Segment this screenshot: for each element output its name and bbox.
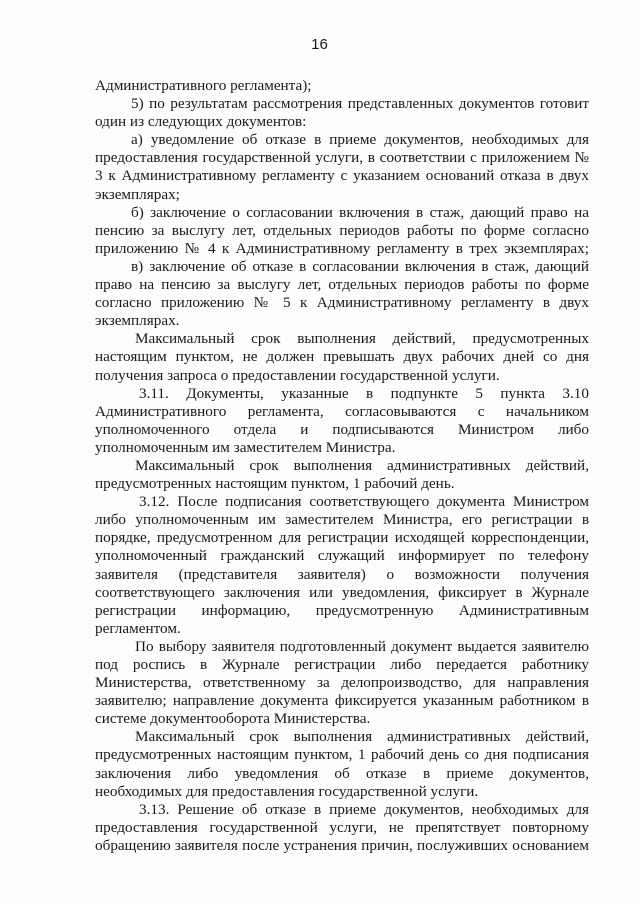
text-line: предоставления государственной услуги, не препятствует повторному bbox=[95, 818, 589, 836]
text-line: под роспись в Журнале регистрации либо передается работнику bbox=[95, 656, 589, 673]
text-line: обращению заявителя после устранения причин, послуживших основанием bbox=[95, 836, 589, 854]
text-line: Административного регламента, согласовываются с начальником bbox=[95, 402, 589, 420]
text-line: приложению № 4 к Административному регламенту в трех экземплярах; bbox=[95, 239, 589, 257]
text-line: предоставления государственной услуги, в соответствии с приложением № bbox=[95, 149, 589, 167]
text-line: заключения либо уведомления об отказе в приеме документов, bbox=[95, 764, 589, 782]
text-line: предусмотренных настоящим пунктом, 1 рабочий день. bbox=[95, 475, 455, 493]
page-number: 16 bbox=[311, 36, 328, 53]
text-line: 5) по результатам рассмотрения представленных документов готовит bbox=[131, 95, 589, 113]
text-line: экземплярах; bbox=[95, 185, 180, 203]
text-line: Максимальный срок выполнения действий, предусмотренных bbox=[135, 330, 589, 348]
text-line: Максимальный срок выполнения административных действий, bbox=[135, 728, 589, 746]
text-line: Министерства, ответственному за делопроизводство, для направления bbox=[95, 674, 589, 692]
text-line: а) уведомление об отказе в приеме документов, необходимых для bbox=[131, 131, 589, 149]
text-line: 3.12. После подписания соответствующего документа Министром bbox=[139, 493, 589, 511]
text-line: уполномоченный гражданский служащий информирует по телефону bbox=[95, 547, 589, 565]
text-line: согласно приложению № 5 к Административному регламенту в двух bbox=[95, 294, 589, 312]
text-line: один из следующих документов: bbox=[95, 113, 307, 131]
text-line: право на пенсию за выслугу лет, отдельных периодов работы по форме bbox=[95, 276, 589, 294]
text-line: По выбору заявителя подготовленный документ выдается заявителю bbox=[135, 637, 589, 655]
text-line: в) заключение об отказе в согласовании включения в стаж, дающий bbox=[131, 257, 589, 275]
text-line: Максимальный срок выполнения административных действий, bbox=[135, 456, 589, 474]
text-line: 3.11. Документы, указанные в подпункте 5 пункта 3.10 bbox=[139, 384, 589, 402]
document-body bbox=[95, 77, 589, 855]
text-line: 3 к Административному регламенту с указанием оснований отказа в двух bbox=[95, 167, 589, 185]
text-line: уполномоченного отдела и подписываются Министром либо bbox=[95, 420, 589, 438]
text-line: регламентом. bbox=[95, 619, 181, 637]
text-line: либо уполномоченным им заместителем Министра, его регистрации в bbox=[95, 511, 589, 529]
text-line: заявителю; направление документа фиксируется указанным работником в bbox=[95, 692, 589, 710]
text-line: пенсию за выслугу лет, отдельных периодов работы по форме согласно bbox=[95, 221, 589, 239]
text-line: 3.13. Решение об отказе в приеме документов, необходимых для bbox=[139, 800, 589, 818]
text-line: системе документооборота Министерства. bbox=[95, 710, 371, 728]
text-line: настоящим пунктом, не должен превышать двух рабочих дней со дня bbox=[95, 348, 589, 366]
text-line: уполномоченным им заместителем Министра. bbox=[95, 438, 396, 456]
text-line: предусмотренных настоящим пунктом, 1 рабочий день со дня подписания bbox=[95, 746, 589, 764]
text-line: Административного регламента); bbox=[95, 77, 312, 94]
text-line: необходимых для предоставления государственной услуги. bbox=[95, 782, 479, 800]
text-line: регистрации информацию, предусмотренную Административным bbox=[95, 601, 589, 619]
text-line: соответствующего заключения или уведомления, фиксирует в Журнале bbox=[95, 583, 589, 601]
text-line: заявителя (представителя заявителя) о возможности получения bbox=[95, 565, 589, 583]
text-line: получения запроса о предоставлении государственной услуги. bbox=[95, 366, 500, 384]
text-line: б) заключение о согласовании включения в стаж, дающий право на bbox=[131, 203, 589, 221]
text-line: порядке, предусмотренном для регистрации исходящей корреспонденции, bbox=[95, 529, 589, 547]
text-line: экземплярах. bbox=[95, 312, 180, 330]
